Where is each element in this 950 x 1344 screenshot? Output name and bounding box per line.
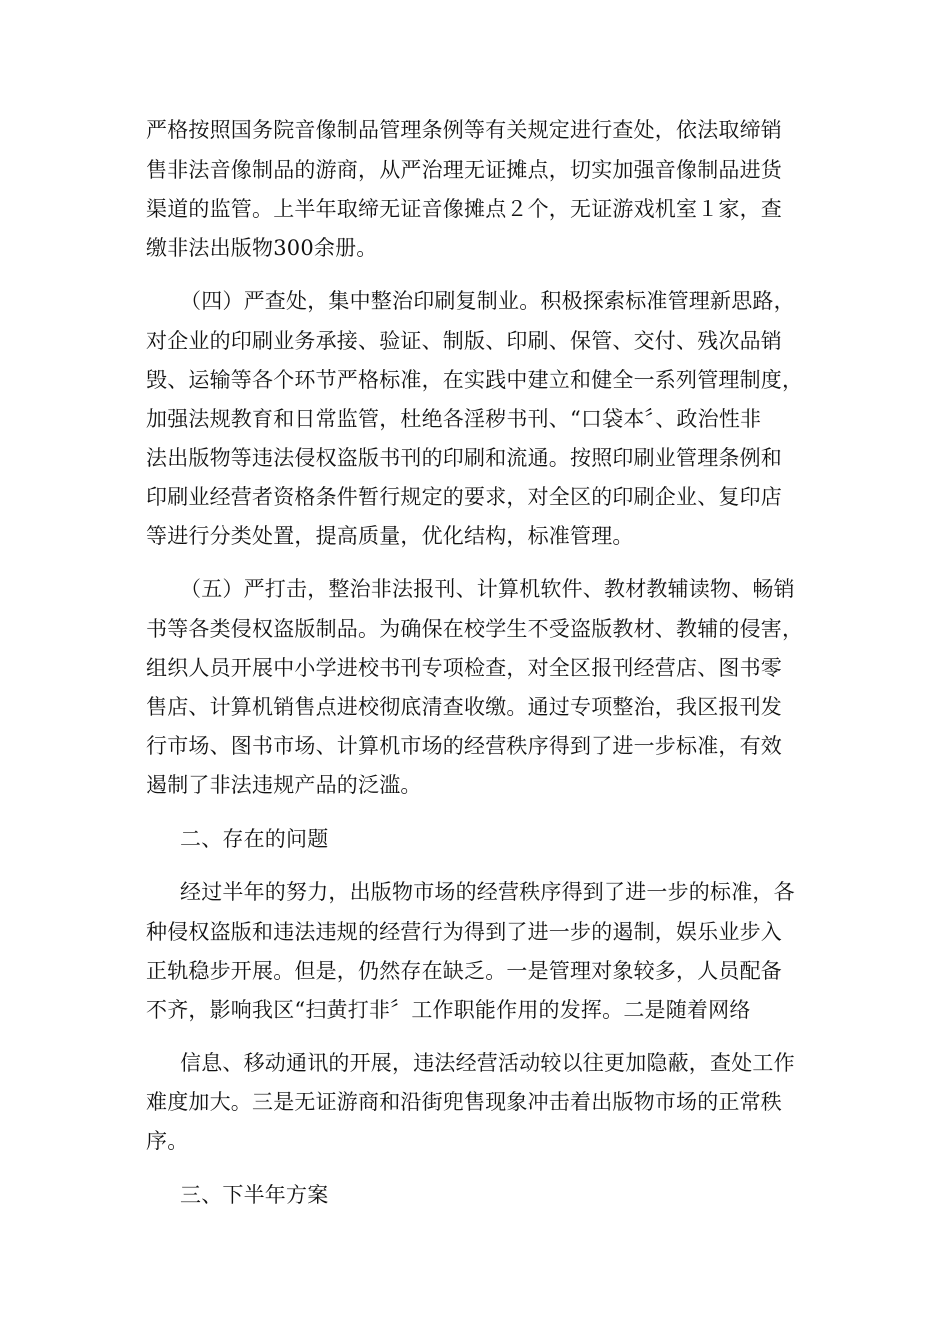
- section-heading: 二、存在的问题: [180, 827, 329, 851]
- text-line: 严格按照国务院音像制品管理条例等有关规定进行查处，依法取缔销: [146, 118, 782, 142]
- text-line: 等进行分类处置，提高质量，优化结构，标准管理。: [146, 524, 634, 548]
- text-line: （五）严打击，整治非法报刊、计算机软件、教材教辅读物、畅销: [180, 577, 795, 601]
- text-line: 印刷业经营者资格条件暂行规定的要求，对全区的印刷企业、复印店: [146, 485, 782, 509]
- text-line: 渠道的监管。上半年取缔无证音像摊点２个，无证游戏机室１家，查: [146, 197, 782, 221]
- text-line: 难度加大。三是无证游商和沿街兜售现象冲击着出版物市场的正常秩: [146, 1090, 782, 1114]
- text-line: 加强法规教育和日常监管，杜绝各淫秽书刊、“口袋本〞、政治性非: [146, 407, 762, 431]
- text-line: （四）严查处，集中整治印刷复制业。积极探索标准管理新思路，: [180, 289, 795, 313]
- text-line: 不齐，影响我区“扫黄打非〞工作职能作用的发挥。二是随着网络: [146, 998, 751, 1022]
- text-line: 法出版物等违法侵权盗版书刊的印刷和流通。按照印刷业管理条例和: [146, 446, 782, 470]
- text-line: 缴非法出版物300余册。: [146, 236, 378, 260]
- text-line: 毁、运输等各个环节严格标准，在实践中建立和健全一系列管理制度，: [146, 368, 804, 392]
- text-line: 遏制了非法违规产品的泛滥。: [146, 773, 422, 797]
- text-line: 种侵权盗版和违法违规的经营行为得到了进一步的遏制，娱乐业步入: [146, 920, 782, 944]
- text-line: 正轨稳步开展。但是，仍然存在缺乏。一是管理对象较多，人员配备: [146, 959, 782, 983]
- text-line: 经过半年的努力，出版物市场的经营秩序得到了进一步的标准，各: [180, 880, 795, 904]
- text-line: 对企业的印刷业务承接、验证、制版、印刷、保管、交付、残次品销: [146, 329, 782, 353]
- text-line: 售店、计算机销售点进校彻底清查收缴。通过专项整治，我区报刊发: [146, 695, 782, 719]
- section-heading: 三、下半年方案: [180, 1183, 329, 1207]
- text-line: 组织人员开展中小学进校书刊专项检查，对全区报刊经营店、图书零: [146, 656, 782, 680]
- text-line: 序。: [146, 1129, 189, 1153]
- text-line: 信息、移动通讯的开展，违法经营活动较以往更加隐蔽，查处工作: [180, 1051, 795, 1075]
- text-line: 行市场、图书市场、计算机市场的经营秩序得到了进一步标准，有效: [146, 734, 782, 758]
- text-line: 书等各类侵权盗版制品。为确保在校学生不受盗版教材、教辅的侵害，: [146, 617, 804, 641]
- text-line: 售非法音像制品的游商，从严治理无证摊点，切实加强音像制品进货: [146, 158, 782, 182]
